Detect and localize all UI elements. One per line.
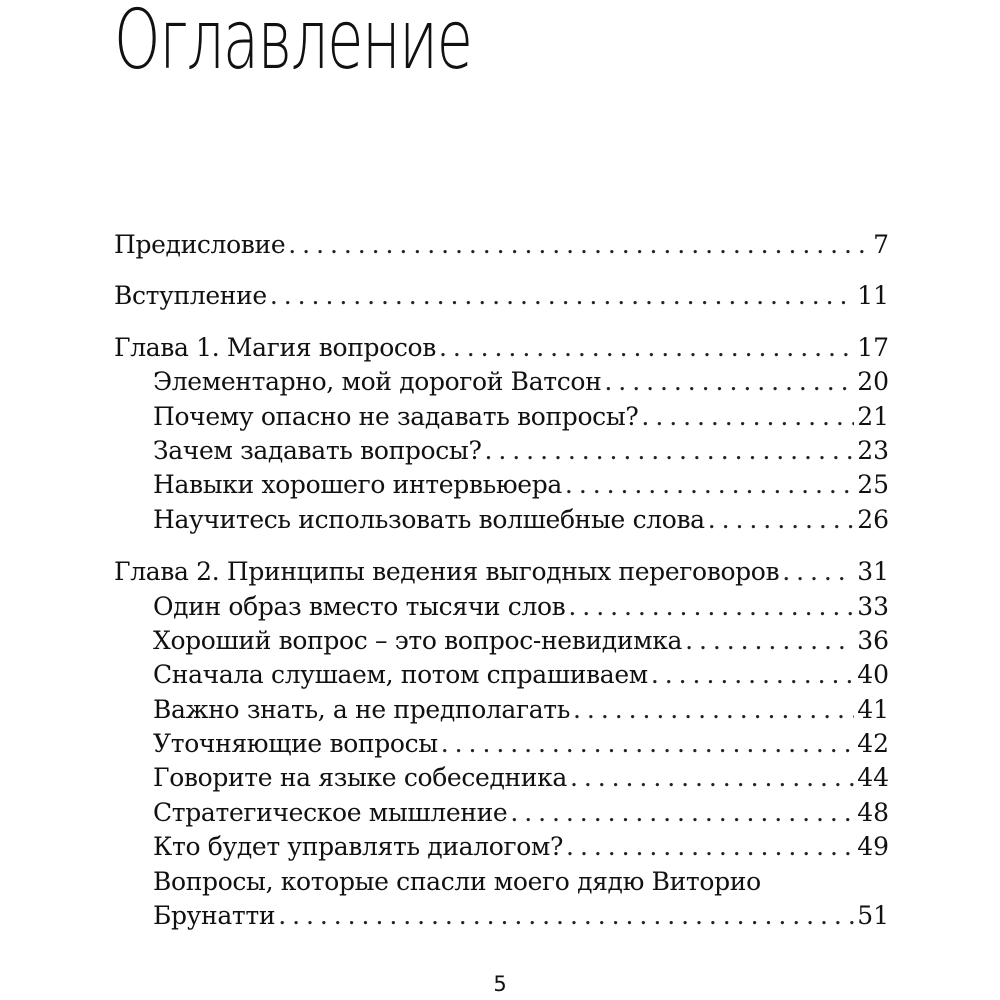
dot-leader	[685, 624, 854, 658]
toc-entry-chapter-2[interactable]	[114, 555, 889, 589]
dot-leader	[288, 228, 870, 262]
toc-entry-title: Научитесь использовать волшебные слова	[153, 504, 705, 534]
dot-leader	[568, 590, 854, 624]
toc-entry-title: Вступление	[114, 281, 267, 311]
toc-entry-title: Элементарно, мой дорогой Ватсон	[153, 367, 602, 397]
page-number: 5	[493, 972, 507, 996]
toc-entry-page: 33	[857, 591, 889, 621]
toc-entry-section[interactable]	[114, 624, 889, 658]
section-gap	[114, 262, 889, 279]
toc-entry-page: 51	[857, 901, 889, 931]
toc-entry-page: 49	[857, 832, 889, 862]
toc-entry-page: 42	[857, 729, 889, 759]
toc-entry-title: Стратегическое мышление	[153, 797, 508, 827]
toc-entry-page: 23	[857, 435, 889, 465]
toc-entry-section[interactable]	[114, 590, 889, 624]
toc-entry-title: Навыки хорошего интервьюера	[153, 470, 562, 500]
toc-entry-section[interactable]	[114, 658, 889, 692]
dot-leader	[565, 468, 854, 502]
toc-entry-preface[interactable]	[114, 228, 889, 262]
section-gap	[114, 314, 889, 331]
toc-entry-title: Вопросы, которые спасли моего дядю Виторио	[153, 866, 761, 896]
dot-leader	[573, 693, 854, 727]
dot-leader	[651, 658, 854, 692]
toc-entry-page: 25	[857, 470, 889, 500]
toc-entry-section[interactable]	[114, 365, 889, 399]
toc-entry-section-first-line[interactable]	[114, 865, 889, 899]
toc-entry-title: Зачем задавать вопросы?	[153, 435, 482, 465]
toc-entry-section[interactable]	[114, 830, 889, 864]
dot-leader	[641, 400, 854, 434]
toc-entry-section[interactable]	[114, 434, 889, 468]
toc-entry-page: 48	[857, 797, 889, 827]
dot-leader	[439, 331, 854, 365]
dot-leader	[510, 796, 854, 830]
toc-entry-page: 17	[857, 332, 889, 362]
toc-entry-page: 26	[857, 504, 889, 534]
toc-entry-page: 7	[873, 230, 889, 259]
toc-entry-section[interactable]	[114, 796, 889, 830]
toc-entry-page: 41	[857, 694, 889, 724]
toc-entry-title: Глава 1. Магия вопросов	[114, 332, 436, 362]
dot-leader	[270, 279, 854, 313]
page-title: Оглавление	[114, 0, 472, 88]
dot-leader	[570, 761, 854, 795]
toc-entry-page: 11	[857, 281, 889, 311]
toc-entry-title: Один образ вместо тысячи слов	[153, 591, 566, 621]
toc-entry-title: Говорите на языке собеседника	[153, 763, 567, 793]
toc-entry-title: Брунатти	[153, 901, 276, 931]
dot-leader	[708, 503, 854, 537]
toc-entry-introduction[interactable]	[114, 279, 889, 313]
toc-entry-chapter-1[interactable]	[114, 331, 889, 365]
section-gap	[114, 537, 889, 555]
toc-entry-title: Уточняющие вопросы	[153, 729, 438, 759]
dot-leader	[485, 434, 855, 468]
toc-entry-title: Глава 2. Принципы ведения выгодных переговоров	[114, 557, 780, 587]
toc-entry-page: 44	[857, 763, 889, 793]
dot-leader	[441, 727, 854, 761]
table-of-contents	[114, 228, 889, 933]
toc-entry-section[interactable]	[114, 693, 889, 727]
toc-entry-page: 21	[857, 401, 889, 431]
toc-entry-title: Хороший вопрос – это вопрос-невидимка	[153, 625, 683, 655]
toc-entry-section[interactable]	[114, 468, 889, 502]
toc-entry-page: 20	[857, 367, 889, 397]
toc-entry-title: Кто будет управлять диалогом?	[153, 832, 564, 862]
toc-entry-title: Почему опасно не задавать вопросы?	[153, 401, 639, 431]
toc-entry-page: 31	[857, 557, 889, 587]
toc-entry-section[interactable]	[114, 761, 889, 795]
dot-leader	[782, 555, 854, 589]
toc-entry-title: Сначала слушаем, потом спрашиваем	[153, 660, 648, 690]
toc-entry-title: Предисловие	[114, 230, 286, 259]
dot-leader	[566, 830, 854, 864]
toc-entry-page: 36	[857, 625, 889, 655]
toc-entry-page: 40	[857, 660, 889, 690]
toc-entry-section[interactable]	[114, 503, 889, 537]
toc-entry-section-continuation[interactable]	[114, 899, 889, 933]
toc-entry-section[interactable]	[114, 727, 889, 761]
toc-entry-section[interactable]	[114, 400, 889, 434]
toc-entry-title: Важно знать, а не предполагать	[153, 694, 571, 724]
dot-leader	[604, 365, 854, 399]
dot-leader	[278, 899, 854, 933]
